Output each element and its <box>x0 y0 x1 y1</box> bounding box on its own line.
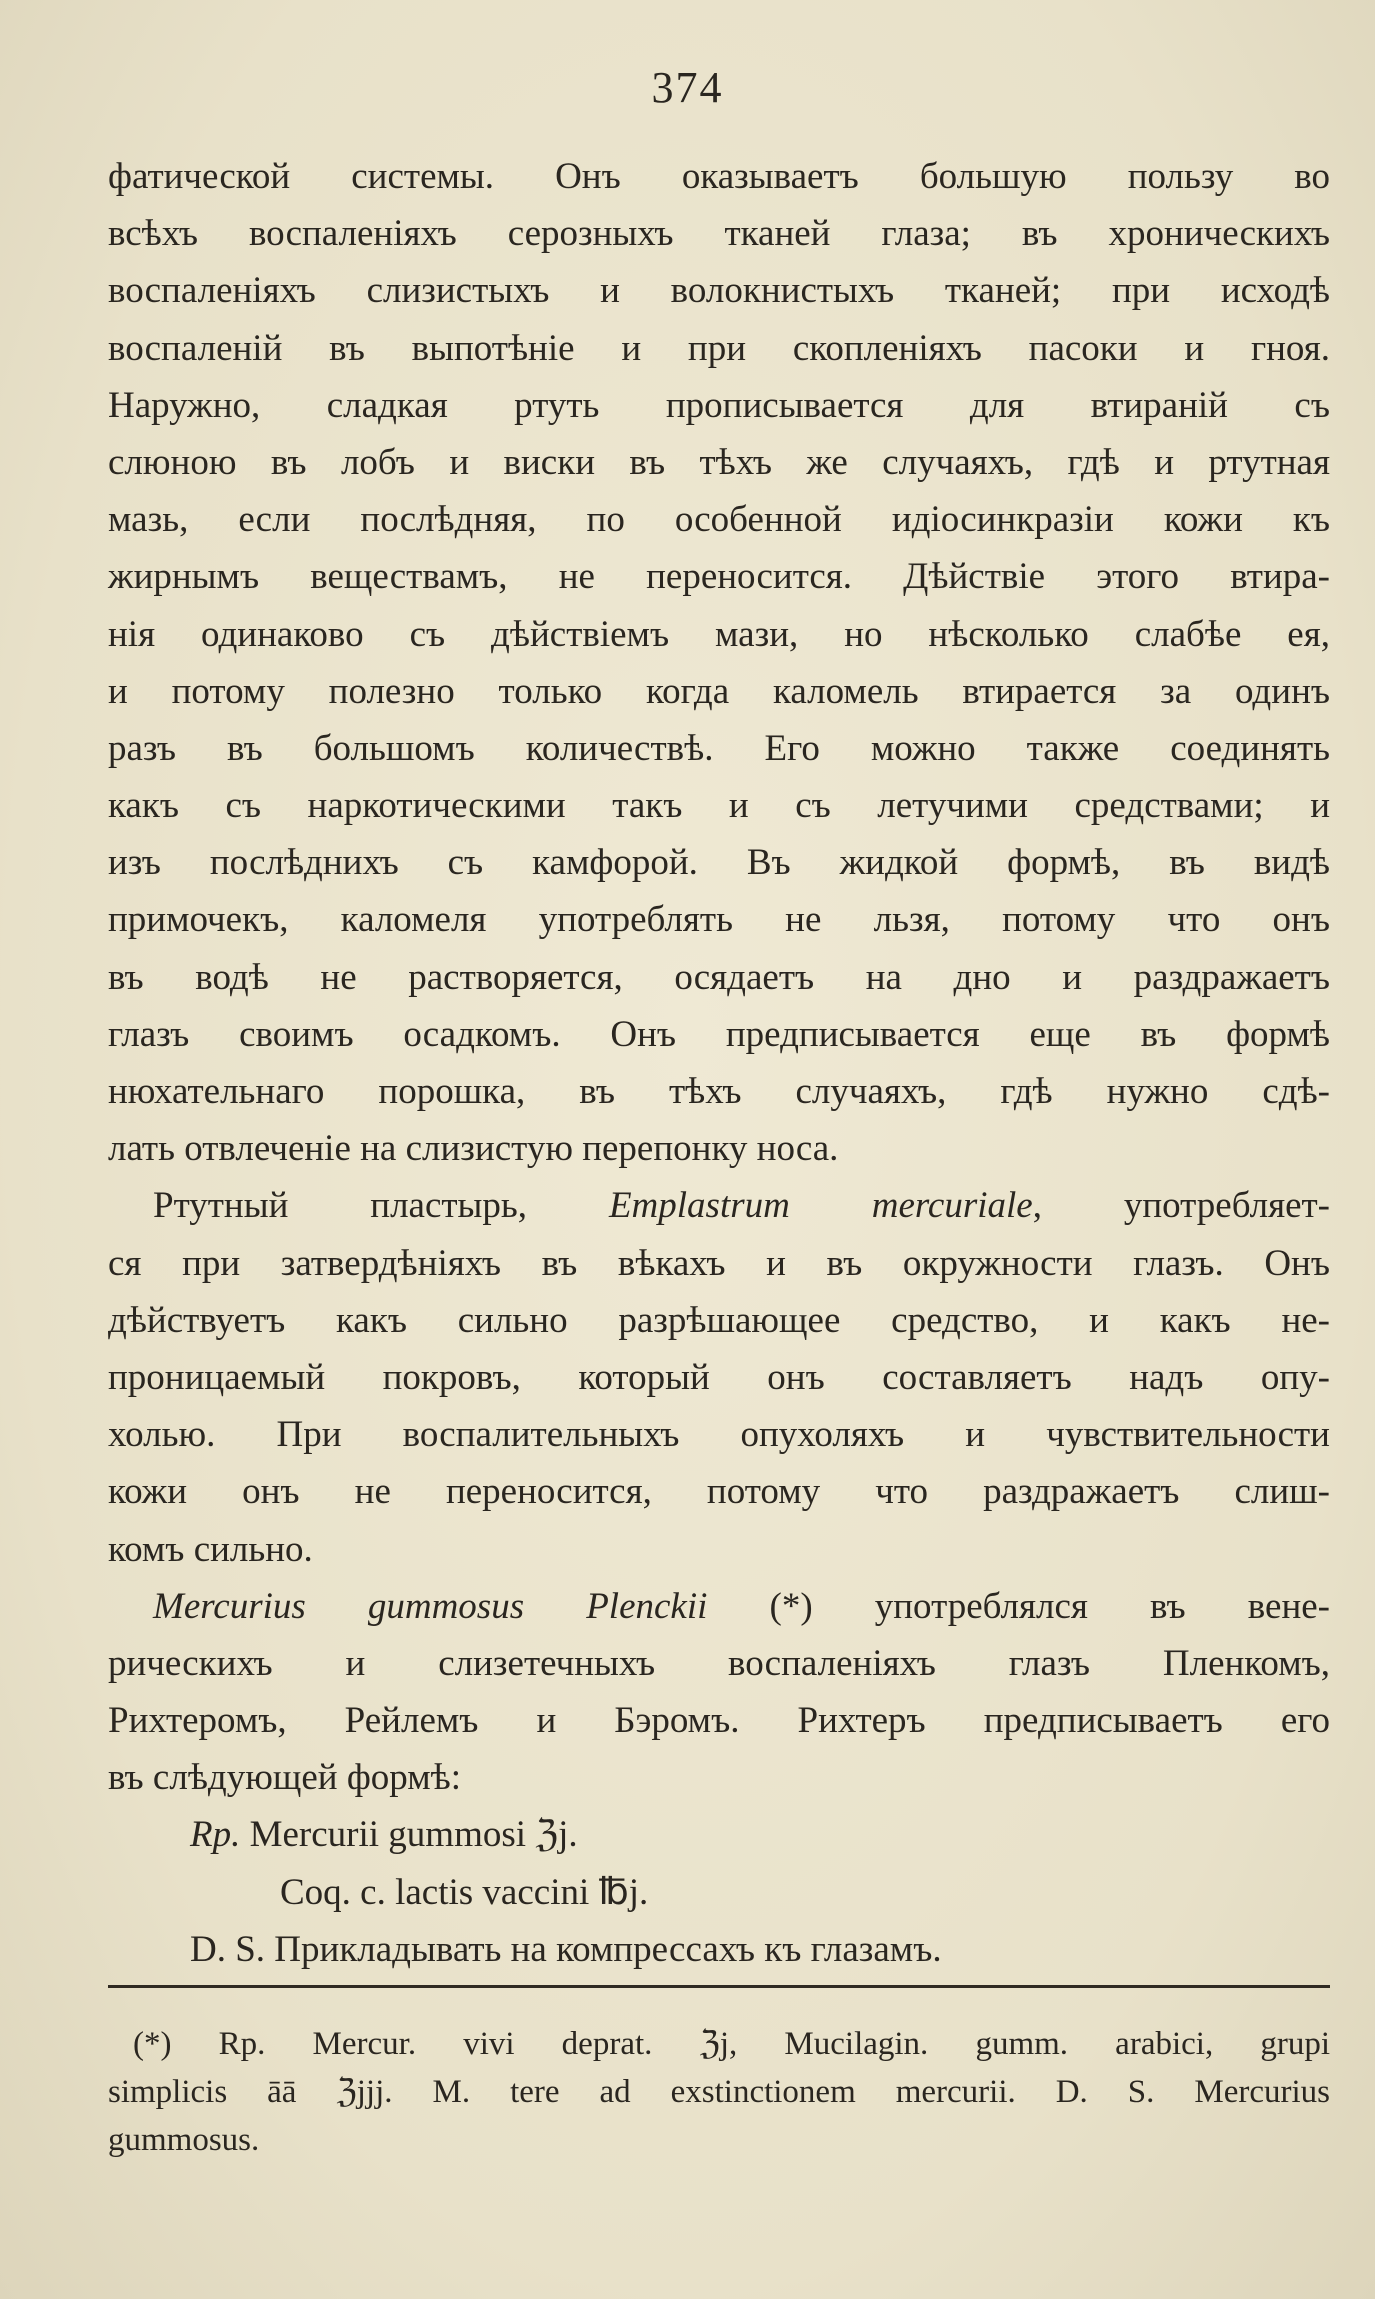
text-line: кожи онъ не переносится, потому что раздражаетъ слиш- <box>108 1471 1330 1513</box>
main-text <box>108 148 1330 1978</box>
footnote-line: gummosus. <box>108 2122 260 2158</box>
text-line: какъ съ наркотическими такъ и съ летучими средствами; и <box>108 785 1330 827</box>
text-line <box>108 1177 1330 1234</box>
footnote-line: simplicis āā ℨjjj. M. tere ad exstinctionem mercurii. D. S. Mercurius <box>108 2074 1330 2110</box>
footnote-divider <box>108 1985 1330 1988</box>
recipe-text: Mercurii gummosi ℨj. <box>249 1814 578 1856</box>
text-line: Рихтеромъ, Рейлемъ и Бэромъ. Рихтеръ предписываетъ его <box>108 1700 1330 1742</box>
text-line: глазъ своимъ осадкомъ. Онъ предписывается еще въ формѣ <box>108 1013 1330 1055</box>
text-line: холью. При воспалительныхъ опухоляхъ и чувствительности <box>108 1414 1330 1456</box>
text-line: лать отвлеченіе на слизистую перепонку носа. <box>108 1128 839 1170</box>
text-line: дѣйствуетъ какъ сильно разрѣшающее средство, и какъ не- <box>108 1299 1330 1341</box>
text-line: воспаленій въ выпотѣніе и при скопленіяхъ пасоки и гноя. <box>108 327 1330 369</box>
text-line: Наружно, сладкая ртуть прописывается для втираній съ <box>108 384 1330 426</box>
text-line: изъ послѣднихъ съ камфорой. Въ жидкой формѣ, въ видѣ <box>108 842 1330 884</box>
text-segment: (*) употреблялся въ вене- <box>707 1585 1330 1627</box>
text-line: и потому полезно только когда каломель втирается за одинъ <box>108 670 1330 712</box>
text-line: воспаленіяхъ слизистыхъ и волокнистыхъ тканей; при исходѣ <box>108 270 1330 312</box>
recipe <box>108 1806 1330 1978</box>
text-line: въ водѣ не растворяется, осядаетъ на дно и раздражаетъ <box>108 956 1330 998</box>
rp-symbol: Rp. <box>190 1814 241 1856</box>
recipe-line-3: D. S. Прикладывать на компрессахъ къ глазамъ. <box>190 1928 942 1970</box>
text-line: въ слѣдующей формѣ: <box>108 1757 462 1799</box>
footnote-line: (*) Rp. Mercur. vivi deprat. ℨj, Mucilagin. gumm. arabici, grupi <box>133 2026 1330 2062</box>
recipe-line-2: Coq. c. lactis vaccini ℔j. <box>280 1871 649 1913</box>
text-line: проницаемый покровъ, который онъ составляетъ надъ опу- <box>108 1356 1330 1398</box>
text-line: нюхательнаго порошка, въ тѣхъ случаяхъ, гдѣ нужно сдѣ- <box>108 1071 1330 1112</box>
text-segment: , употребляет- <box>1032 1185 1330 1227</box>
text-line: комъ сильно. <box>108 1528 313 1570</box>
text-line <box>108 1578 1330 1635</box>
footnote <box>108 2020 1330 2164</box>
text-line: рическихъ и слизетечныхъ воспаленіяхъ глазъ Пленкомъ, <box>108 1642 1330 1684</box>
text-line: всѣхъ воспаленіяхъ серозныхъ тканей глаза; въ хроническихъ <box>108 213 1330 255</box>
latin-term: Mercurius gummosus Plenckii <box>153 1585 708 1627</box>
page-number: 374 <box>651 63 724 112</box>
text-line: ся при затвердѣніяхъ въ вѣкахъ и въ окружности глазъ. Онъ <box>108 1242 1330 1284</box>
text-line: примочекъ, каломеля употреблять не льзя, потому что онъ <box>108 899 1330 941</box>
text-line: фатической системы. Онъ оказываетъ большую пользу во <box>108 156 1330 197</box>
text-line: нія одинаково съ дѣйствіемъ мази, но нѣсколько слабѣе ея, <box>108 613 1330 655</box>
text-line: разъ въ большомъ количествѣ. Его можно также соединять <box>108 727 1330 769</box>
latin-term: Emplastrum mercuriale <box>608 1185 1033 1227</box>
text-line: жирнымъ веществамъ, не переносится. Дѣйствіе этого втира- <box>108 556 1330 598</box>
recipe-line-1 <box>108 1806 1330 1863</box>
text-segment: Ртутный пластырь, <box>153 1185 609 1227</box>
text-line: слюною въ лобъ и виски въ тѣхъ же случаяхъ, гдѣ и ртутная <box>108 441 1330 483</box>
text-line: мазь, если послѣдняя, по особенной идіосинкразіи кожи къ <box>108 499 1330 541</box>
paragraph-2 <box>108 1177 1330 1577</box>
paragraph-3 <box>108 1578 1330 1807</box>
paragraph-1 <box>108 148 1330 1177</box>
